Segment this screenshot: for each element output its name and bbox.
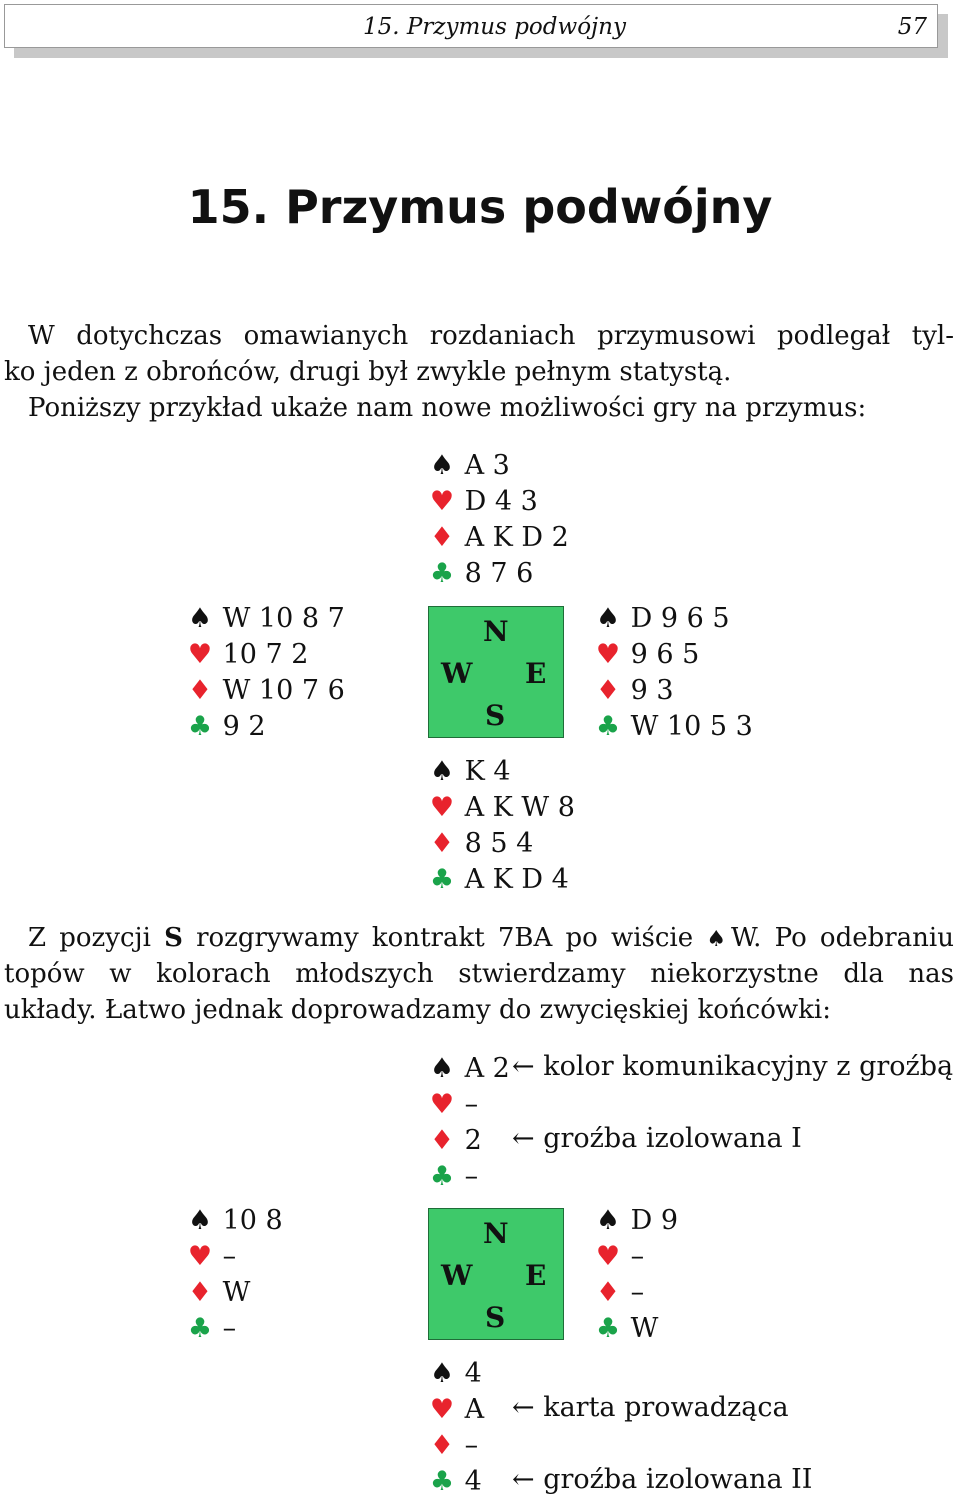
deal2-west-diamonds: W [222, 1277, 251, 1308]
deal1-south-hearts: A K W 8 [464, 792, 575, 823]
note-south-clubs: ← groźba izolowana II [512, 1464, 813, 1495]
club-icon: ♣ [429, 1161, 455, 1192]
spade-icon: ♠ [429, 1358, 455, 1389]
deal2-east-diamonds: – [630, 1277, 645, 1308]
deal2-north-hearts: – [464, 1089, 479, 1120]
spade-icon: ♠ [595, 1205, 621, 1236]
club-icon: ♣ [429, 558, 455, 589]
heart-icon: ♥ [595, 1241, 621, 1272]
heart-icon: ♥ [187, 639, 213, 670]
middle-line-3: układy. Łatwo jednak doprowadzamy do zwycięskiej końcówki: [4, 995, 831, 1025]
deal1-west-hand [186, 601, 345, 745]
deal1-east-spades: D 9 6 5 [630, 603, 730, 634]
club-icon: ♣ [595, 1313, 621, 1344]
deal1-north-diamonds: A K D 2 [464, 522, 569, 553]
compass-north: N [483, 615, 509, 648]
deal1-south-clubs: A K D 4 [464, 864, 569, 895]
deal1-west-diamonds: W 10 7 6 [222, 675, 345, 706]
diamond-icon: ♦ [187, 675, 213, 706]
deal1-compass [428, 606, 564, 738]
diamond-icon: ♦ [595, 1277, 621, 1308]
club-icon: ♣ [187, 1313, 213, 1344]
middle-line-2: topów w kolorach młodszych stwierdzamy niekorzystne dla nas [4, 959, 954, 989]
running-header-title: 15. Przymus podwójny [363, 14, 626, 40]
intro-line-3: Poniższy przykład ukaże nam nowe możliwości gry na przymus: [28, 393, 867, 423]
deal2-south-spades: 4 [464, 1358, 482, 1389]
deal1-east-hearts: 9 6 5 [630, 639, 700, 670]
heart-icon: ♥ [429, 1394, 455, 1425]
deal2-west-clubs: – [222, 1313, 237, 1344]
deal1-south-spades: K 4 [464, 756, 511, 787]
diamond-icon: ♦ [595, 675, 621, 706]
deal1-north-hand [428, 448, 569, 592]
spade-icon: ♠ [429, 756, 455, 787]
deal2-north-diamonds: 2 [464, 1125, 482, 1156]
deal2-west-spades: 10 8 [222, 1205, 283, 1236]
chapter-title: 15. Przymus podwójny [187, 180, 773, 234]
heart-icon: ♥ [429, 1089, 455, 1120]
running-header [4, 4, 938, 48]
heart-icon: ♥ [429, 792, 455, 823]
deal2-east-hearts: – [630, 1241, 645, 1272]
spade-icon: ♠ [429, 1053, 455, 1084]
deal2-north-spades: A 2 [464, 1053, 510, 1084]
deal1-east-hand [594, 601, 753, 745]
diamond-icon: ♦ [429, 522, 455, 553]
deal2-north-hand [428, 1051, 510, 1195]
deal2-east-hand [594, 1203, 678, 1347]
note-north-spades: ← kolor komunikacyjny z groźbą [512, 1051, 954, 1082]
compass-south: S [485, 1301, 506, 1334]
compass-north: N [483, 1217, 509, 1250]
diamond-icon: ♦ [429, 1125, 455, 1156]
club-icon: ♣ [429, 864, 455, 895]
deal1-south-diamonds: 8 5 4 [464, 828, 534, 859]
deal2-north-clubs: – [464, 1161, 479, 1192]
deal1-south-hand [428, 754, 575, 898]
deal2-west-hearts: – [222, 1241, 237, 1272]
deal2-south-clubs: 4 [464, 1466, 482, 1497]
deal2-compass [428, 1208, 564, 1340]
compass-east: E [525, 1259, 547, 1292]
note-south-hearts: ← karta prowadząca [512, 1392, 789, 1423]
deal2-east-spades: D 9 [630, 1205, 679, 1236]
deal2-west-hand [186, 1203, 283, 1347]
diamond-icon: ♦ [429, 828, 455, 859]
deal2-south-hand [428, 1356, 484, 1500]
deal1-west-clubs: 9 2 [222, 711, 266, 742]
deal1-north-spades: A 3 [464, 450, 510, 481]
spade-icon: ♠ [595, 603, 621, 634]
heart-icon: ♥ [595, 639, 621, 670]
compass-east: E [525, 657, 547, 690]
deal1-north-clubs: 8 7 6 [464, 558, 534, 589]
deal2-east-clubs: W [630, 1313, 659, 1344]
spade-icon: ♠ [706, 927, 731, 952]
deal1-west-spades: W 10 8 7 [222, 603, 345, 634]
heart-icon: ♥ [187, 1241, 213, 1272]
club-icon: ♣ [595, 711, 621, 742]
compass-west: W [441, 657, 473, 690]
deal2-south-hearts: A [464, 1394, 485, 1425]
club-icon: ♣ [429, 1466, 455, 1497]
spade-icon: ♠ [187, 603, 213, 634]
deal2-south-diamonds: – [464, 1430, 479, 1461]
club-icon: ♣ [187, 711, 213, 742]
deal1-east-diamonds: 9 3 [630, 675, 674, 706]
page-number: 57 [897, 14, 927, 40]
diamond-icon: ♦ [187, 1277, 213, 1308]
heart-icon: ♥ [429, 486, 455, 517]
intro-line-1: W dotychczas omawianych rozdaniach przymusowi podlegał tyl- [28, 321, 954, 351]
compass-south: S [485, 699, 506, 732]
deal1-north-hearts: D 4 3 [464, 486, 538, 517]
spade-icon: ♠ [187, 1205, 213, 1236]
deal1-west-hearts: 10 7 2 [222, 639, 309, 670]
diamond-icon: ♦ [429, 1430, 455, 1461]
spade-icon: ♠ [429, 450, 455, 481]
middle-line-1: Z pozycji S rozgrywamy kontrakt 7BA po wiście ♠W. Po odebraniu [28, 923, 954, 953]
intro-line-2: ko jeden z obrońców, drugi był zwykle pełnym statystą. [4, 357, 732, 387]
deal1-east-clubs: W 10 5 3 [630, 711, 753, 742]
note-north-diamonds: ← groźba izolowana I [512, 1123, 802, 1154]
compass-west: W [441, 1259, 473, 1292]
